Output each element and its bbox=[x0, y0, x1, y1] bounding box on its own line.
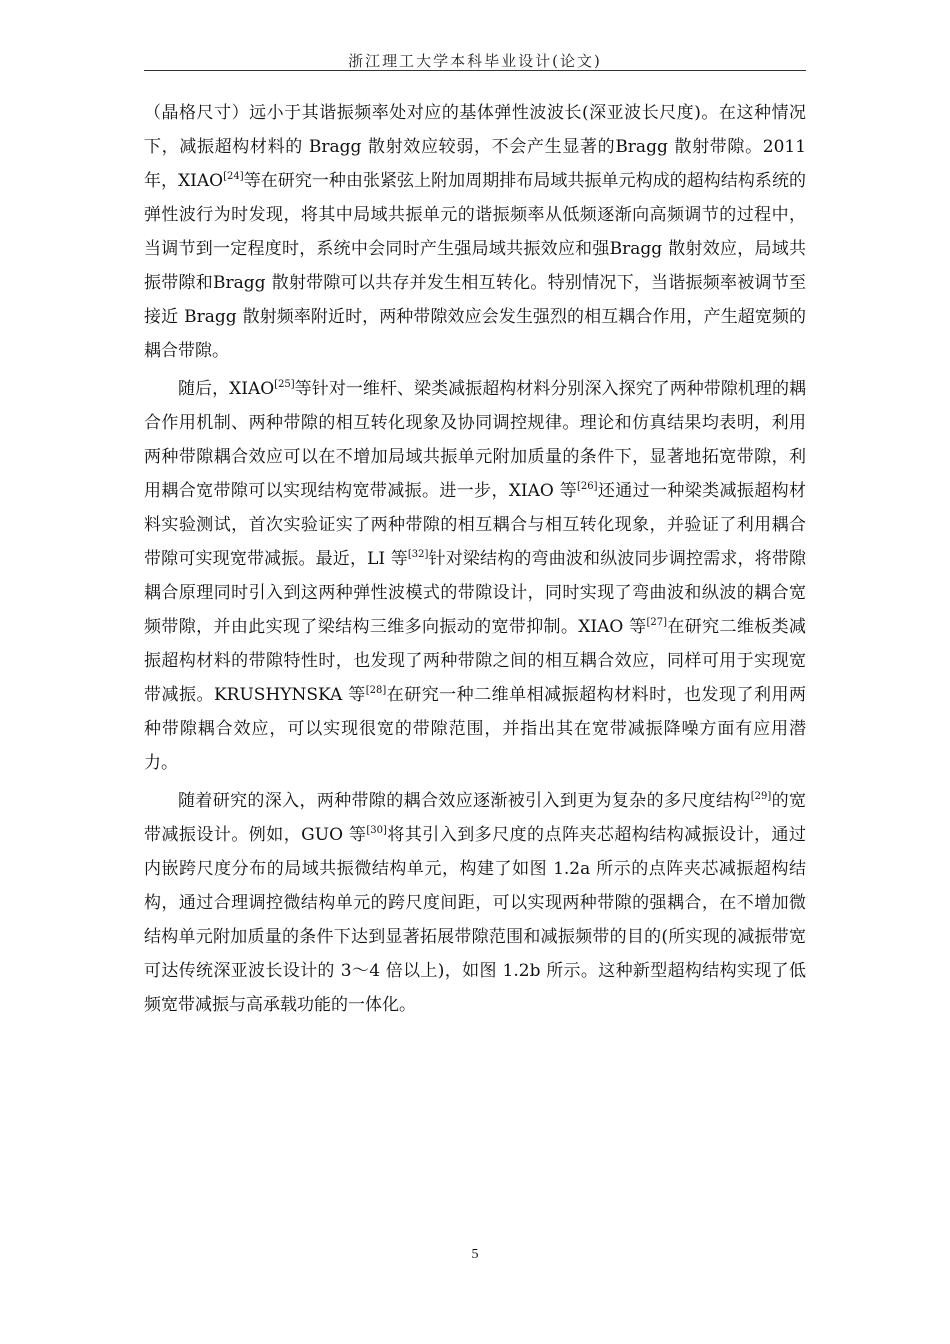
paragraph-1 bbox=[144, 96, 806, 368]
citation: [32] bbox=[407, 549, 429, 560]
text-run: Bragg bbox=[184, 307, 237, 327]
text-run: 的宽带减振设计。例如，GUO 等 bbox=[144, 791, 807, 845]
text-run: Bragg bbox=[609, 239, 663, 259]
citation: [24] bbox=[223, 171, 244, 182]
text-run: 散射带隙可以共存并发生相互转化。特别情况下，当谐振频率被调节至接近 bbox=[144, 273, 807, 327]
header-rule bbox=[144, 70, 806, 71]
paragraph-2 bbox=[144, 372, 806, 780]
text-run: 散射带隙。2011 年，XIAO bbox=[144, 137, 807, 191]
text-run: 等在研究一种由张紧弦上附加周期排布局域共振单元构成的超构结构系统的弹性波行为时发现，将其中局域共振单元的谐振频率从低频逐渐向高频调节的过程中，当调节到一定程度时，系统中会同时产生强局域共振效应和强 bbox=[144, 171, 806, 259]
text-run: 等针对一维杆、梁类减振超构材料分别深入探究了两种带隙机理的耦合作用机制、两种带隙的相互转化现象及协同调控规律。理论和仿真结果均表明，利用两种带隙耦合效应可以在不增加局域共振单元附加质量的条件下，显著地拓宽带隙，利用耦合宽带隙可以实现结构宽带减振。进一步，XIAO 等 bbox=[144, 379, 806, 501]
text-run: Bragg bbox=[308, 137, 362, 157]
citation: [25] bbox=[274, 379, 295, 390]
running-header: 浙江理工大学本科毕业设计(论文) bbox=[348, 52, 602, 70]
text-run: Bragg bbox=[212, 273, 266, 293]
text-run: （晶格尺寸）远小于其谐振频率处对应的基体弹性波波长(深亚波长尺度)。在这种情况下，减振超构材料的 bbox=[144, 103, 806, 157]
text-run: 随后，XIAO bbox=[178, 379, 275, 399]
text-run: 3～4 倍以上)，如图 1.2b 所示。这种新型超构结构实现了低频宽带减振与高承载功能的一体化。 bbox=[144, 961, 806, 1015]
body-text bbox=[144, 96, 806, 1022]
text-run: Bragg bbox=[615, 137, 668, 157]
text-run: 将其引入到多尺度的点阵夹芯超构结构减振设计，通过内嵌跨尺度分布的局域共振微结构单元，构建了如图 1.2a 所示的点阵夹芯减振超构结构，通过合理调控微结构单元的跨尺度间距，可以实现两种带隙的强耦合，在不增加微结构单元附加质量的条件下达到显著拓展带隙范围和减振频带的目的(所实现的减振带宽可达传统深亚波长设计的 bbox=[144, 825, 807, 981]
text-run: 散射效应，局域共振带隙和 bbox=[144, 239, 807, 293]
text-run: 针对梁结构的弯曲波和纵波同步调控需求，将带隙耦合原理同时引入到这两种弹性波模式的带隙设计，同时实现了弯曲波和纵波的耦合宽频带隙，并由此实现了梁结构三维多向振动的宽带抑制。XIAO 等 bbox=[144, 549, 806, 637]
text-run: 散射频率附近时，两种带隙效应会发生强烈的相互耦合作用，产生超宽频的耦合带隙。 bbox=[144, 307, 807, 361]
text-run: 还通过一种梁类减振超构材料实验测试，首次实验证实了两种带隙的相互耦合与相互转化现象，并验证了利用耦合带隙可实现宽带减振。最近，LI 等 bbox=[144, 481, 806, 569]
citation: [26] bbox=[577, 481, 598, 492]
text-run: 散射效应较弱，不会产生显著的 bbox=[367, 137, 616, 157]
citation: [30] bbox=[366, 825, 387, 836]
paragraph-3 bbox=[144, 784, 806, 1022]
text-run: 在研究一种二维单相减振超构材料时，也发现了利用两种带隙耦合效应，可以实现很宽的带隙范围，并指出其在宽带减振降噪方面有应用潜力。 bbox=[144, 685, 807, 773]
citation: [28] bbox=[365, 685, 387, 696]
citation: [29] bbox=[750, 791, 772, 802]
text-run: 在研究二维板类减振超构材料的带隙特性时，也发现了两种带隙之间的相互耦合效应，同样可用于实现宽带减振。KRUSHYNSKA 等 bbox=[144, 617, 807, 705]
text-run: 随着研究的深入，两种带隙的耦合效应逐渐被引入到更为复杂的多尺度结构 bbox=[178, 791, 751, 811]
page-number: 5 bbox=[471, 1247, 479, 1262]
citation: [27] bbox=[646, 617, 668, 628]
